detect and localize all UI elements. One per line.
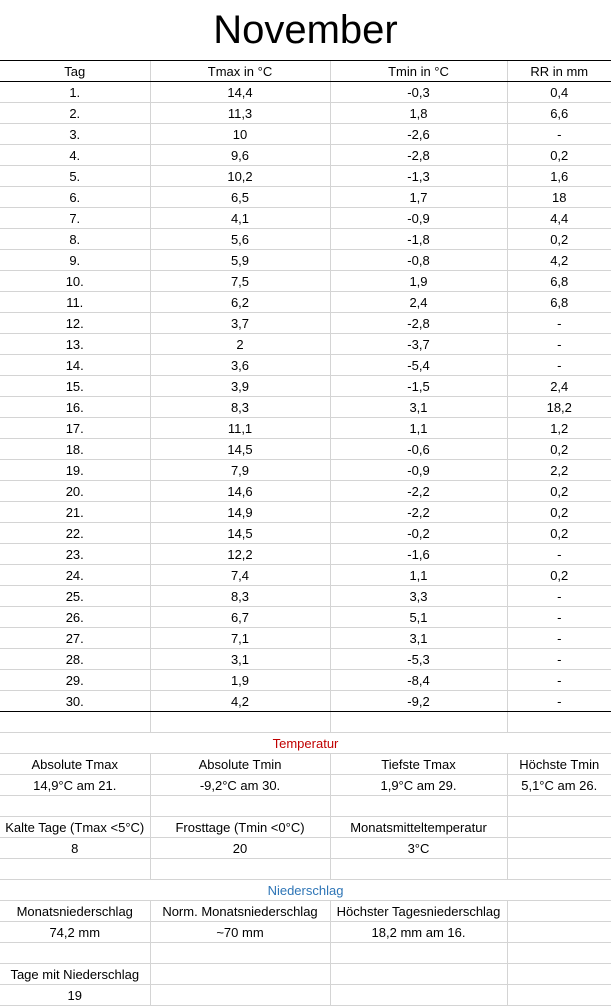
cell[interactable] [150, 943, 330, 964]
cell[interactable]: 23. [0, 544, 150, 565]
cell[interactable] [507, 901, 611, 922]
empty-row [0, 859, 611, 880]
cell[interactable]: 0,4 [507, 82, 611, 103]
table-row [0, 82, 611, 103]
cell[interactable] [0, 712, 150, 733]
cell[interactable]: 1,1 [330, 565, 507, 586]
cell[interactable]: - [507, 691, 611, 712]
cell[interactable]: 4,4 [507, 208, 611, 229]
cell[interactable]: 11. [0, 292, 150, 313]
table-row [0, 313, 611, 334]
column-header[interactable]: Tmax in °C [150, 61, 330, 82]
cell[interactable]: 6,8 [507, 271, 611, 292]
cell[interactable]: 20. [0, 481, 150, 502]
cell[interactable]: 6. [0, 187, 150, 208]
cell[interactable]: 14,6 [150, 481, 330, 502]
cell[interactable]: 2. [0, 103, 150, 124]
cell[interactable] [0, 859, 150, 880]
section-heading-row [0, 733, 611, 754]
cell[interactable]: 1,9 [150, 670, 330, 691]
cell[interactable]: 14,5 [150, 523, 330, 544]
table-row [0, 145, 611, 166]
table-row [0, 502, 611, 523]
cell[interactable]: 1,2 [507, 418, 611, 439]
cell[interactable]: 0,2 [507, 523, 611, 544]
cell[interactable] [150, 859, 330, 880]
cell[interactable] [330, 985, 507, 1006]
cell[interactable]: 3,3 [330, 586, 507, 607]
column-header[interactable]: Tmin in °C [330, 61, 507, 82]
cell[interactable]: 8. [0, 229, 150, 250]
cell[interactable]: 12. [0, 313, 150, 334]
cell[interactable]: -5,3 [330, 649, 507, 670]
cell[interactable]: -0,2 [330, 523, 507, 544]
cell[interactable]: - [507, 649, 611, 670]
stat-label-row [0, 964, 611, 985]
cell[interactable]: -0,8 [330, 250, 507, 271]
cell[interactable]: -1,6 [330, 544, 507, 565]
table-row [0, 208, 611, 229]
cell[interactable]: 27. [0, 628, 150, 649]
cell[interactable]: 5,9 [150, 250, 330, 271]
table-row [0, 565, 611, 586]
cell[interactable]: 7,9 [150, 460, 330, 481]
cell[interactable]: 0,2 [507, 565, 611, 586]
stat-label[interactable]: Höchste Tmin [507, 754, 611, 775]
cell[interactable]: 2 [150, 334, 330, 355]
stat-value[interactable]: 20 [150, 838, 330, 859]
table-row [0, 376, 611, 397]
cell[interactable]: 1,8 [330, 103, 507, 124]
table-row [0, 229, 611, 250]
table-row [0, 523, 611, 544]
stat-value-row [0, 985, 611, 1006]
stat-value[interactable]: 18,2 mm am 16. [330, 922, 507, 943]
cell[interactable] [0, 796, 150, 817]
stat-label[interactable]: Tiefste Tmax [330, 754, 507, 775]
cell[interactable]: 7,4 [150, 565, 330, 586]
cell[interactable]: 5,6 [150, 229, 330, 250]
cell[interactable]: -8,4 [330, 670, 507, 691]
cell[interactable] [330, 712, 507, 733]
cell[interactable]: 4,1 [150, 208, 330, 229]
cell[interactable]: 29. [0, 670, 150, 691]
cell[interactable] [150, 985, 330, 1006]
cell[interactable]: - [507, 124, 611, 145]
table-row [0, 187, 611, 208]
stat-value[interactable]: 5,1°C am 26. [507, 775, 611, 796]
stat-label-row [0, 817, 611, 838]
table-row [0, 250, 611, 271]
cell[interactable]: -0,3 [330, 82, 507, 103]
stat-value[interactable]: -9,2°C am 30. [150, 775, 330, 796]
stat-value[interactable]: 14,9°C am 21. [0, 775, 150, 796]
stat-label[interactable]: Monatsniederschlag [0, 901, 150, 922]
cell[interactable]: 0,2 [507, 229, 611, 250]
cell[interactable]: 14. [0, 355, 150, 376]
cell[interactable] [150, 964, 330, 985]
cell[interactable]: 5,1 [330, 607, 507, 628]
table-row [0, 271, 611, 292]
stat-label[interactable]: Monatsmitteltemperatur [330, 817, 507, 838]
cell[interactable] [507, 796, 611, 817]
cell[interactable]: 12,2 [150, 544, 330, 565]
table-row [0, 397, 611, 418]
cell[interactable]: 1,6 [507, 166, 611, 187]
stat-value[interactable]: 1,9°C am 29. [330, 775, 507, 796]
cell[interactable]: 3,7 [150, 313, 330, 334]
cell[interactable]: 6,7 [150, 607, 330, 628]
cell[interactable]: - [507, 313, 611, 334]
stat-value[interactable]: 74,2 mm [0, 922, 150, 943]
cell[interactable]: 17. [0, 418, 150, 439]
table-row [0, 103, 611, 124]
cell[interactable]: 6,2 [150, 292, 330, 313]
cell[interactable]: 1. [0, 82, 150, 103]
cell[interactable]: 3. [0, 124, 150, 145]
stat-label[interactable]: Frosttage (Tmin <0°C) [150, 817, 330, 838]
cell[interactable] [507, 922, 611, 943]
cell[interactable]: - [507, 586, 611, 607]
cell[interactable]: 5. [0, 166, 150, 187]
table-row [0, 355, 611, 376]
cell[interactable]: - [507, 334, 611, 355]
table-row [0, 586, 611, 607]
cell[interactable]: 7. [0, 208, 150, 229]
empty-row [0, 796, 611, 817]
cell[interactable]: 0,2 [507, 481, 611, 502]
cell[interactable] [507, 985, 611, 1006]
table-row [0, 628, 611, 649]
cell[interactable]: -3,7 [330, 334, 507, 355]
stat-label-row [0, 901, 611, 922]
cell[interactable]: 2,4 [330, 292, 507, 313]
cell[interactable]: 14,9 [150, 502, 330, 523]
cell[interactable] [507, 712, 611, 733]
cell[interactable]: 19. [0, 460, 150, 481]
cell[interactable]: 10,2 [150, 166, 330, 187]
cell[interactable]: - [507, 544, 611, 565]
cell[interactable]: 2,2 [507, 460, 611, 481]
stat-label[interactable]: Absolute Tmax [0, 754, 150, 775]
cell[interactable]: - [507, 355, 611, 376]
cell[interactable]: 18 [507, 187, 611, 208]
temperatur-heading: Temperatur [0, 733, 611, 754]
cell[interactable]: -0,6 [330, 439, 507, 460]
cell[interactable] [330, 796, 507, 817]
cell[interactable]: 30. [0, 691, 150, 712]
cell[interactable]: 10. [0, 271, 150, 292]
stat-label[interactable]: Kalte Tage (Tmax <5°C) [0, 817, 150, 838]
table-row [0, 607, 611, 628]
cell[interactable]: -2,8 [330, 145, 507, 166]
cell[interactable]: 3,1 [330, 628, 507, 649]
cell[interactable]: 15. [0, 376, 150, 397]
cell[interactable]: 6,5 [150, 187, 330, 208]
cell[interactable]: 9. [0, 250, 150, 271]
cell[interactable]: -9,2 [330, 691, 507, 712]
cell[interactable]: 18,2 [507, 397, 611, 418]
table-row [0, 481, 611, 502]
cell[interactable] [150, 796, 330, 817]
cell[interactable]: 8,3 [150, 586, 330, 607]
cell[interactable]: 11,1 [150, 418, 330, 439]
cell[interactable]: 8,3 [150, 397, 330, 418]
cell[interactable] [507, 859, 611, 880]
column-header[interactable]: Tag [0, 61, 150, 82]
stat-label[interactable]: Tage mit Niederschlag [0, 964, 150, 985]
cell[interactable]: -2,2 [330, 481, 507, 502]
cell[interactable]: -2,2 [330, 502, 507, 523]
stat-value-row [0, 922, 611, 943]
cell[interactable]: 18. [0, 439, 150, 460]
cell[interactable]: 6,6 [507, 103, 611, 124]
cell[interactable]: -1,5 [330, 376, 507, 397]
table-row [0, 124, 611, 145]
cell[interactable]: -0,9 [330, 208, 507, 229]
stat-label-row [0, 754, 611, 775]
table-row [0, 670, 611, 691]
cell[interactable]: -1,3 [330, 166, 507, 187]
cell[interactable]: -5,4 [330, 355, 507, 376]
cell[interactable]: -0,9 [330, 460, 507, 481]
data-grid [0, 61, 611, 1006]
cell[interactable]: 4,2 [150, 691, 330, 712]
cell[interactable]: - [507, 628, 611, 649]
table-row [0, 649, 611, 670]
cell[interactable]: 3,9 [150, 376, 330, 397]
table-row [0, 292, 611, 313]
cell[interactable]: 2,4 [507, 376, 611, 397]
cell[interactable]: 9,6 [150, 145, 330, 166]
table-row [0, 691, 611, 712]
empty-row [0, 943, 611, 964]
niederschlag-heading: Niederschlag [0, 880, 611, 901]
cell[interactable]: 0,2 [507, 502, 611, 523]
cell[interactable]: 1,9 [330, 271, 507, 292]
cell[interactable]: 13. [0, 334, 150, 355]
cell[interactable] [330, 943, 507, 964]
cell[interactable] [507, 838, 611, 859]
cell[interactable]: 14,4 [150, 82, 330, 103]
cell[interactable]: 26. [0, 607, 150, 628]
table-row [0, 544, 611, 565]
table-row [0, 460, 611, 481]
cell[interactable]: -2,6 [330, 124, 507, 145]
table-row [0, 166, 611, 187]
table-row [0, 439, 611, 460]
cell[interactable] [507, 817, 611, 838]
section-heading-row [0, 880, 611, 901]
stat-value[interactable]: ~70 mm [150, 922, 330, 943]
cell[interactable] [0, 943, 150, 964]
sheet-title: November [0, 0, 611, 61]
cell[interactable]: 22. [0, 523, 150, 544]
header-row [0, 61, 611, 82]
table-row [0, 334, 611, 355]
cell[interactable]: 3,6 [150, 355, 330, 376]
cell[interactable]: - [507, 670, 611, 691]
cell[interactable]: -2,8 [330, 313, 507, 334]
column-header[interactable]: RR in mm [507, 61, 611, 82]
cell[interactable]: 14,5 [150, 439, 330, 460]
cell[interactable]: 25. [0, 586, 150, 607]
stat-value[interactable]: 8 [0, 838, 150, 859]
cell[interactable]: 11,3 [150, 103, 330, 124]
cell[interactable]: 24. [0, 565, 150, 586]
cell[interactable]: 10 [150, 124, 330, 145]
cell[interactable]: 7,1 [150, 628, 330, 649]
cell[interactable] [507, 964, 611, 985]
stat-label[interactable]: Norm. Monatsniederschlag [150, 901, 330, 922]
stat-label[interactable]: Absolute Tmin [150, 754, 330, 775]
cell[interactable]: -1,8 [330, 229, 507, 250]
empty-row [0, 712, 611, 733]
stat-label[interactable]: Höchster Tagesniederschlag [330, 901, 507, 922]
cell[interactable]: - [507, 607, 611, 628]
stat-value[interactable]: 3°C [330, 838, 507, 859]
cell[interactable] [150, 712, 330, 733]
cell[interactable]: 4. [0, 145, 150, 166]
cell[interactable]: 0,2 [507, 439, 611, 460]
cell[interactable]: 4,2 [507, 250, 611, 271]
cell[interactable]: 1,1 [330, 418, 507, 439]
stat-value[interactable]: 19 [0, 985, 150, 1006]
cell[interactable]: 7,5 [150, 271, 330, 292]
stat-value-row [0, 775, 611, 796]
stat-value-row [0, 838, 611, 859]
cell[interactable] [330, 964, 507, 985]
cell[interactable]: 16. [0, 397, 150, 418]
cell[interactable]: 21. [0, 502, 150, 523]
table-row [0, 418, 611, 439]
cell[interactable] [330, 859, 507, 880]
cell[interactable] [507, 943, 611, 964]
cell[interactable]: 3,1 [330, 397, 507, 418]
cell[interactable]: 28. [0, 649, 150, 670]
cell[interactable]: 1,7 [330, 187, 507, 208]
cell[interactable]: 0,2 [507, 145, 611, 166]
cell[interactable]: 3,1 [150, 649, 330, 670]
cell[interactable]: 6,8 [507, 292, 611, 313]
